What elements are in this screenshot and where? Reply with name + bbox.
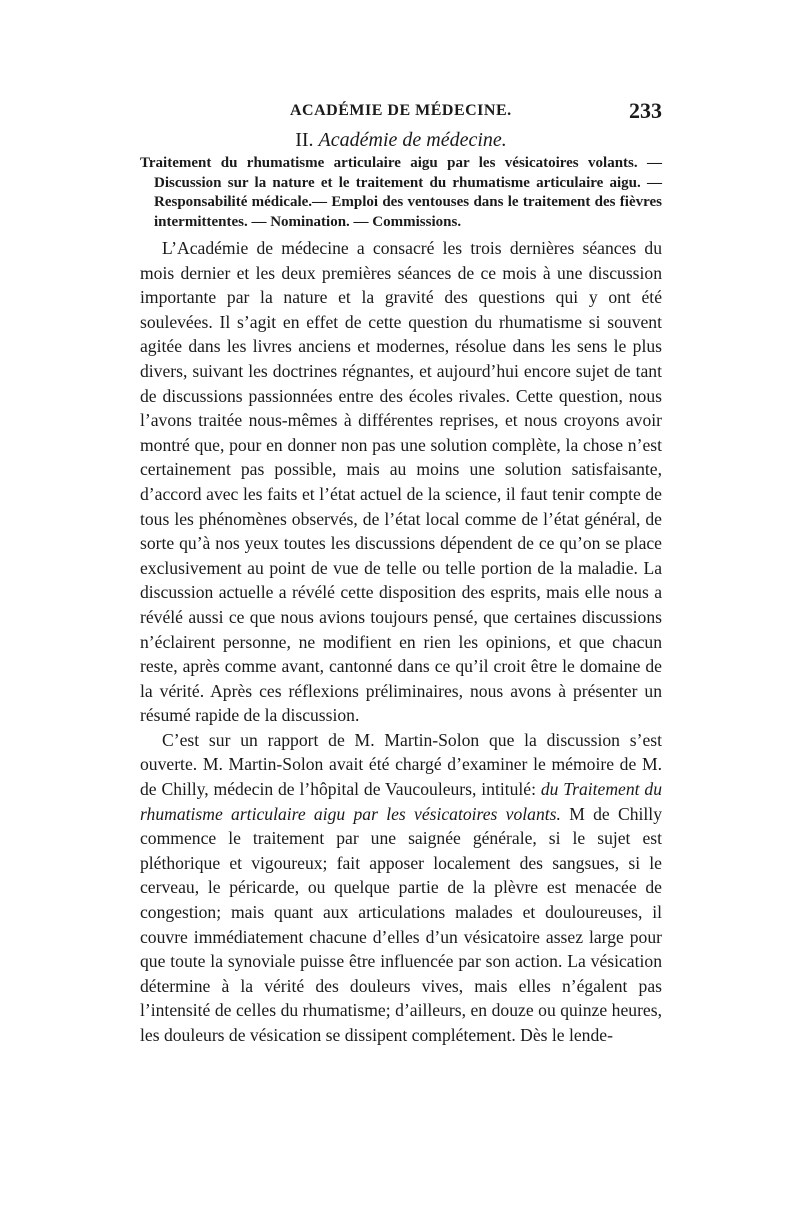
section-number: II. [295, 129, 314, 151]
section-title [140, 127, 662, 153]
paragraph-2-start: C’est sur un rapport de M. Martin-Solon que la discussion s’est ouverte. M. Martin-Solon avait été chargé d’examiner le mémoire de M. de Chilly, médecin de l’hôpital de Vaucouleurs, intitulé: [140, 729, 662, 800]
summary-text: Traitement du rhumatisme articulaire aigu par les vésicatoires volants. — Discussion sur la nature et le traitement du rhumatisme articulaire aigu. —Responsabilité médicale.— Emploi des ventouses dans le traitement des fièvres intermittentes. — Nomination. — Commissions. [140, 155, 662, 230]
page-header [140, 98, 662, 128]
body-text [140, 236, 662, 1048]
running-title: ACADÉMIE DE MÉDECINE. [290, 102, 512, 119]
page-number: 233 [629, 98, 662, 123]
section-title-text: Académie de médecine. [318, 129, 507, 151]
section-summary [140, 154, 662, 232]
memoir-title: du Traitement du rhumatisme articulaire aigu par les vésicatoires volants. [140, 779, 662, 824]
paragraph-2-end: M de Chilly commence le traitement par une saignée générale, si le sujet est pléthorique et vigoureux; fait apposer localement des sangsues, si le cerveau, le péricarde, ou quelque partie de la plèvre est menacée de congestion; mais quant aux articulations malades et douloureuses, il couvre immédiatement chacune d’elles d’un vésicatoire assez large pour que toute la synoviale puisse être influencée par son action. La vésication détermine à la vérité des douleurs vives, mais elles n’égalent pas l’intensité de celles du rhumatisme; d’ailleurs, en douze ou quinze heures, les douleurs de vésication se dissipent complétement. Dès le lende- [140, 803, 662, 1045]
paragraph-2 [140, 728, 662, 1048]
paragraph-1: L’Académie de médecine a consacré les trois dernières séances du mois dernier et les deux premières séances de ce mois à une discussion importante par la nature et la gravité des questions qui y ont été soulevées. Il s’agit en effet de cette question du rhumatisme si souvent agitée dans les livres anciens et modernes, résolue dans les sens le plus divers, suivant les doctrines régnantes, et aujourd’hui encore sujet de tant de discussions passionnées entre des écoles rivales. Cette question, nous l’avons traitée nous-mêmes à différentes reprises, et nous croyons avoir montré que, pour en donner non pas une solution complète, la chose n’est certainement pas possible, mais au moins une solution satisfaisante, d’accord avec les faits et l’état actuel de la science, il faut tenir compte de tous les phénomènes observés, de l’état local comme de l’état général, de sorte qu’à nos yeux toutes les discussions dépendent de ce qu’on se place exclusivement au point de vue de telle ou telle portion de la maladie. La discussion actuelle a révélé cette disposition des esprits, mais elle nous a révélé aussi ce que nous avions toujours pensé, que certaines discussions n’éclairent personne, ne modifient en rien les opinions, et que chacun reste, après comme avant, cantonné dans ce qu’il croit être le domaine de la vérité. Après ces réflexions préliminaires, nous avons à présenter un résumé rapide de la discussion. [140, 238, 662, 726]
